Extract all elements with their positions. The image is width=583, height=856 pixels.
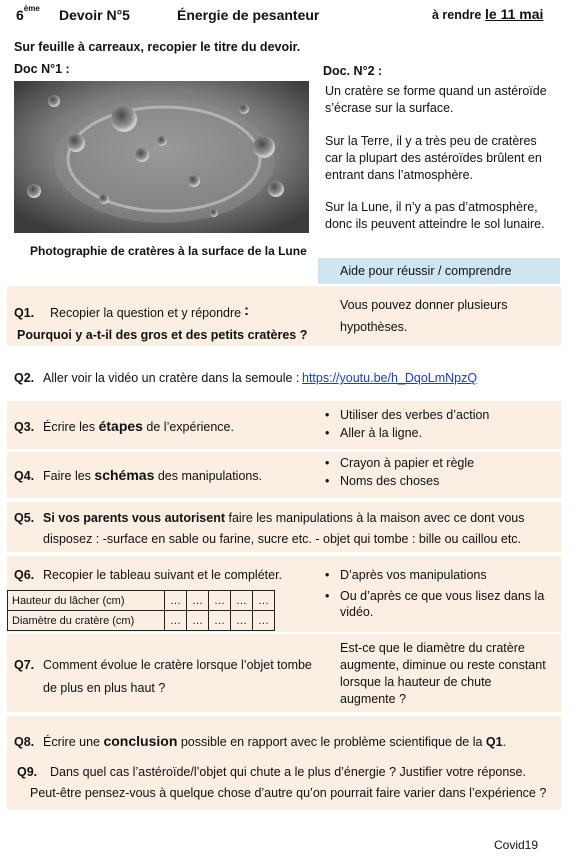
q4-text-post: des manipulations. — [157, 469, 263, 483]
q4-keyword: schémas — [94, 467, 155, 483]
q7-help-line: lorsque la hauteur de chute — [340, 675, 492, 689]
q3-text — [43, 418, 234, 434]
devoir-theme: Énergie de pesanteur — [177, 7, 320, 23]
devoir-number: Devoir N°5 — [59, 7, 130, 23]
q4-number: Q4. — [14, 469, 35, 483]
q7-line1: Comment évolue le cratère lorsque l’objet tombe — [43, 658, 312, 672]
measurement-table — [7, 590, 275, 631]
table-cell: … — [253, 611, 275, 631]
q9-number: Q9. — [17, 765, 38, 779]
table-cell: … — [187, 591, 209, 611]
q7-help-line: augmente ? — [340, 692, 407, 706]
doc2-line: car la plupart des astéroïdes brûlent en — [325, 151, 542, 165]
q5-line2: disposez : -surface en sable ou farine, sucre etc. - objet qui tombe : bille ou caillou etc. — [43, 532, 522, 546]
q2-video-link[interactable]: https://youtu.be/h_DqoLmNpzQ — [302, 371, 478, 385]
table-cell: … — [231, 591, 253, 611]
q4-help-bullet-1: • Crayon à papier et règle — [340, 456, 474, 470]
q8-text — [43, 733, 506, 749]
doc2-line: donc ils peuvent atteindre le sol lunaire. — [325, 217, 545, 231]
q5-line1 — [43, 511, 524, 525]
table-cell: … — [165, 591, 187, 611]
q4-text-pre: Faire les — [43, 469, 91, 483]
q1-text: Recopier la question et y répondre — [50, 306, 242, 320]
q7-help — [340, 640, 546, 708]
doc2-paragraph-1 — [325, 83, 547, 117]
row-label-height: Hauteur du lâcher (cm) — [8, 591, 165, 611]
q8-text-post: possible en rapport avec le problème scientifique de la — [180, 735, 483, 749]
grade-number: 6 — [16, 7, 24, 23]
grade-suffix: ème — [23, 4, 40, 13]
doc2-line: s’écrase sur la surface. — [325, 101, 454, 115]
table-cell: … — [253, 591, 275, 611]
q8-ref: Q1 — [485, 735, 503, 749]
q4-help-bullet-2: • Noms des choses — [340, 474, 439, 488]
doc1-label: Doc N°1 : — [14, 62, 70, 76]
q3-text-post: de l’expérience. — [146, 420, 234, 434]
table-row — [8, 591, 275, 611]
table-cell: … — [209, 591, 231, 611]
row-label-diameter: Diamètre du cratère (cm) — [8, 611, 165, 631]
q6-text: Recopier le tableau suivant et le compléter. — [43, 568, 283, 582]
doc2-line: Sur la Terre, il y a très peu de cratères — [325, 134, 537, 148]
q1-colon: : — [244, 302, 249, 319]
q9-line2: Peut-être pensez-vous à quelque chose d’autre qu’on pourrait faire varier dans l’expérience ? — [30, 786, 547, 800]
q6-help-bullet-2 — [340, 588, 544, 620]
q3-number: Q3. — [14, 420, 35, 434]
q1-question: Pourquoi y a-t-il des gros et des petits cratères ? — [17, 328, 308, 342]
table-row — [8, 611, 275, 631]
q3-keyword: étapes — [98, 418, 143, 434]
q8-end: . — [502, 735, 507, 749]
q1-help-line2: hypothèses. — [340, 320, 408, 334]
q6-help-bullet-1: • D’après vos manipulations — [340, 568, 487, 582]
q8-number: Q8. — [14, 735, 35, 749]
q2-number: Q2. — [14, 371, 35, 385]
q7-number: Q7. — [14, 658, 35, 672]
q1-help-line1: Vous pouvez donner plusieurs — [340, 298, 508, 312]
doc2-paragraph-3 — [325, 199, 545, 233]
q3-help-bullet-2: • Aller à la ligne. — [340, 426, 422, 440]
table-cell: … — [231, 611, 253, 631]
q4-text — [43, 467, 262, 483]
table-cell: … — [165, 611, 187, 631]
q8-keyword: conclusion — [103, 733, 178, 749]
due-prefix: à rendre — [432, 8, 482, 22]
grade-label — [16, 4, 40, 23]
table-cell: … — [187, 611, 209, 631]
due-date: le 11 mai — [485, 6, 544, 22]
q2-text: Aller voir la vidéo un cratère dans la semoule : — [43, 371, 300, 385]
q5-line1-text: faire les manipulations à la maison avec ce dont vous — [228, 511, 525, 525]
q9-line1: Dans quel cas l’astéroïde/l’objet qui chute a le plus d’énergie ? Justifier votre réponse. — [50, 765, 526, 779]
help-header: Aide pour réussir / comprendre — [340, 264, 512, 278]
q6-help-bullet-2-line2: vidéo. — [340, 605, 374, 619]
doc2-line: Sur la Lune, il n’y a pas d’atmosphère, — [325, 200, 538, 214]
table-cell: … — [209, 611, 231, 631]
q6-help-bullet-2-line1: • Ou d’après ce que vous lisez dans la — [340, 589, 545, 603]
moon-craters-photo — [14, 81, 309, 233]
q7-line2: de plus en plus haut ? — [43, 681, 166, 695]
q8-text-pre: Écrire une — [43, 735, 100, 749]
q1-number: Q1. — [14, 306, 35, 320]
doc2-line: Un cratère se forme quand un astéroïde — [325, 84, 547, 98]
q7-help-line: Est-ce que le diamètre du cratère — [340, 641, 525, 655]
q7-help-line: augmente, diminue ou reste constant — [340, 658, 546, 672]
q3-text-pre: Écrire les — [43, 420, 96, 434]
footer-label: Covid19 — [494, 838, 539, 852]
instruction: Sur feuille à carreaux, recopier le titre du devoir. — [14, 40, 301, 54]
doc2-paragraph-2 — [325, 133, 542, 184]
moon-craters-image — [14, 81, 309, 233]
doc1-caption: Photographie de cratères à la surface de la Lune — [30, 244, 307, 258]
doc2-label: Doc. N°2 : — [323, 64, 383, 78]
doc2-line: entrant dans l’atmosphère. — [325, 168, 474, 182]
q5-number: Q5. — [14, 511, 35, 525]
q3-help-bullet-1: • Utiliser des verbes d’action — [340, 408, 489, 422]
q5-keyword: Si vos parents vous autorisent — [43, 511, 225, 525]
q6-number: Q6. — [14, 568, 35, 582]
